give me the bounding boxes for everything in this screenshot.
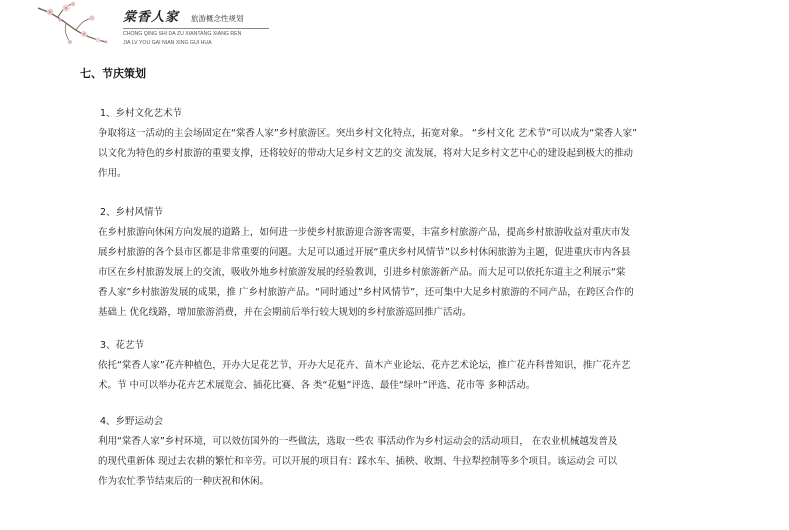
section-rural-sports-meet xyxy=(98,412,708,492)
section-flower-festival xyxy=(98,336,708,396)
section-body-line: 作用。 xyxy=(98,168,127,179)
plum-blossom-branch-icon xyxy=(36,0,116,46)
section-body-line: 在乡村旅游向休闲方向发展的道路上，如何进一步使乡村旅游迎合游客需要，丰富乡村旅游产品，提高乡村旅游收益对重庆市发 xyxy=(98,227,631,238)
section-body-line: 利用“棠香人家”乡村环境，可以效仿国外的一些做法，选取一些农 事活动作为乡村运动会的活动项目， 在农业机械越发普及 xyxy=(98,436,618,447)
section-rural-custom-festival xyxy=(98,203,708,323)
chapter-title: 七、节庆策划 xyxy=(80,67,146,80)
brand-divider xyxy=(123,28,269,29)
section-body-line: 争取将这一活动的主会场固定在“棠香人家”乡村旅游区。突出乡村文化特点，拓宽对象。 “乡村文化 艺术节”可以成为“棠香人家” xyxy=(98,128,638,139)
section-body-line: 作为农忙季节结束后的一种庆祝和休闲。 xyxy=(98,476,270,487)
section-heading: 3、花艺节 xyxy=(100,340,145,351)
section-heading: 4、乡野运动会 xyxy=(100,416,164,427)
brand-pinyin-line-2: JIA LV YOU GAI NIAN XING GUI HUA xyxy=(123,40,212,46)
section-body-line: 市区在乡村旅游发展上的交流，吸收外地乡村旅游发展的经验教训，引进乡村旅游新产品。而大足可以依托东道主之利展示“棠 xyxy=(98,267,626,278)
brand-pinyin-line-1: CHONG QING SHI DA ZU XIANTANG XIANG REN xyxy=(123,31,242,37)
section-body-line: 展乡村旅游的各个县市区都是非常重要的问题。大足可以通过开展“重庆乡村风情节”以乡村休闲旅游为主题，促进重庆市内各县 xyxy=(98,247,631,258)
section-rural-culture-festival xyxy=(98,104,708,184)
section-body-line: 香人家”乡村旅游发展的成果，推 广乡村旅游产品。“同时通过”乡村风情节”，还可集中大足乡村旅游的不同产品，在跨区合作的 xyxy=(98,287,634,298)
section-body-line: 术。节 中可以举办花卉艺术展览会、插花比赛、各 类“花魁”评选、最佳“绿叶”评选、花市等 多种活动。 xyxy=(98,380,536,391)
page-header xyxy=(0,0,300,48)
section-heading: 1、乡村文化艺术节 xyxy=(100,108,183,119)
section-body-line: 以文化为特色的乡村旅游的重要支撑，还将较好的带动大足乡村文艺的交 流发展，将对大足乡村文艺中心的建设起到极大的推动 xyxy=(98,148,634,159)
brand-tagline: 旅游概念性规划 xyxy=(191,14,244,23)
brand-logo-text: 棠香人家 xyxy=(123,10,180,25)
section-body-line: 的现代重新体 现过去农耕的繁忙和辛劳。可以开展的项目有：踩水车、插秧、收割、牛拉犁控制等多个项目。该运动会 可以 xyxy=(98,456,618,467)
section-heading: 2、乡村风情节 xyxy=(100,207,164,218)
brand-block xyxy=(123,9,283,47)
section-body-line: 依托“棠香人家”花卉种植色，开办大足花艺节，开办大足花卉、苗木产业论坛、花卉艺术论坛，推广花卉科普知识，推广花卉艺 xyxy=(98,360,631,371)
section-body-line: 基础上 优化线路，增加旅游消费，并在会期前后举行较大规划的乡村旅游巡回推广活动。 xyxy=(98,307,472,318)
